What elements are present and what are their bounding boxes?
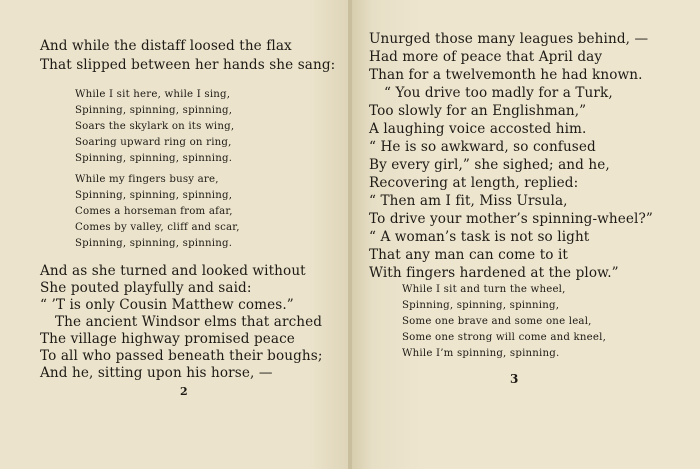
- song-line: Soars the skylark on its wing,: [75, 121, 235, 132]
- right-verse-line: By every girl,” she sighed; and he,: [369, 157, 610, 173]
- page-number-left: 2: [180, 385, 188, 398]
- right-verse-line: Had more of peace that April day: [369, 49, 603, 65]
- right-verse-line: “ Then am I fit, Miss Ursula,: [369, 193, 568, 209]
- right-verse-line: “ You drive too madly for a Turk,: [384, 85, 613, 101]
- right-verse-line: Unurged those many leagues behind, —: [369, 31, 649, 47]
- song-line: Spinning, spinning, spinning.: [75, 238, 233, 249]
- right-verse-line: Too slowly for an Englishman,”: [369, 103, 587, 119]
- right-verse-line: “ He is so awkward, so confused: [369, 139, 596, 155]
- song-line: Spinning, spinning, spinning,: [75, 190, 233, 201]
- song-line: While I’m spinning, spinning.: [402, 348, 560, 359]
- right-verse-line: To drive your mother’s spinning-wheel?”: [369, 211, 653, 227]
- right-verse-line: Recovering at length, replied:: [369, 175, 579, 191]
- left-verse-line: That slipped between her hands she sang:: [40, 57, 336, 73]
- right-verse-line: Than for a twelvemonth he had known.: [369, 67, 643, 83]
- song-line: Spinning, spinning, spinning.: [75, 153, 233, 164]
- book-gutter: [348, 0, 352, 469]
- song-line: Some one strong will come and kneel,: [402, 332, 607, 343]
- song-line: While my fingers busy are,: [75, 174, 219, 185]
- left-verse-line: “ ’T is only Cousin Matthew comes.”: [40, 297, 294, 313]
- left-verse-line: And while the distaff loosed the flax: [40, 38, 292, 54]
- left-verse-line: And as she turned and looked without: [40, 263, 306, 279]
- left-verse-line: The ancient Windsor elms that arched: [55, 314, 323, 330]
- left-verse-line: The village highway promised peace: [40, 331, 295, 347]
- left-verse-line: To all who passed beneath their boughs;: [40, 348, 323, 364]
- right-verse-line: That any man can come to it: [369, 247, 568, 263]
- song-line: Comes a horseman from afar,: [75, 206, 233, 217]
- right-verse-line: “ A woman’s task is not so light: [369, 229, 590, 245]
- song-line: Spinning, spinning, spinning,: [75, 105, 233, 116]
- song-line: Some one brave and some one leal,: [402, 316, 592, 327]
- right-verse-line: With fingers hardened at the plow.”: [369, 265, 619, 281]
- song-line: While I sit and turn the wheel,: [402, 284, 566, 295]
- song-line: While I sit here, while I sing,: [75, 89, 231, 100]
- song-line: Comes by valley, cliff and scar,: [75, 222, 240, 233]
- page-number-right: 3: [510, 372, 519, 386]
- right-verse-line: A laughing voice accosted him.: [369, 121, 587, 137]
- left-verse-line: She pouted playfully and said:: [40, 280, 252, 296]
- left-verse-line: And he, sitting upon his horse, —: [40, 365, 273, 381]
- song-line: Soaring upward ring on ring,: [75, 137, 232, 148]
- song-line: Spinning, spinning, spinning,: [402, 300, 560, 311]
